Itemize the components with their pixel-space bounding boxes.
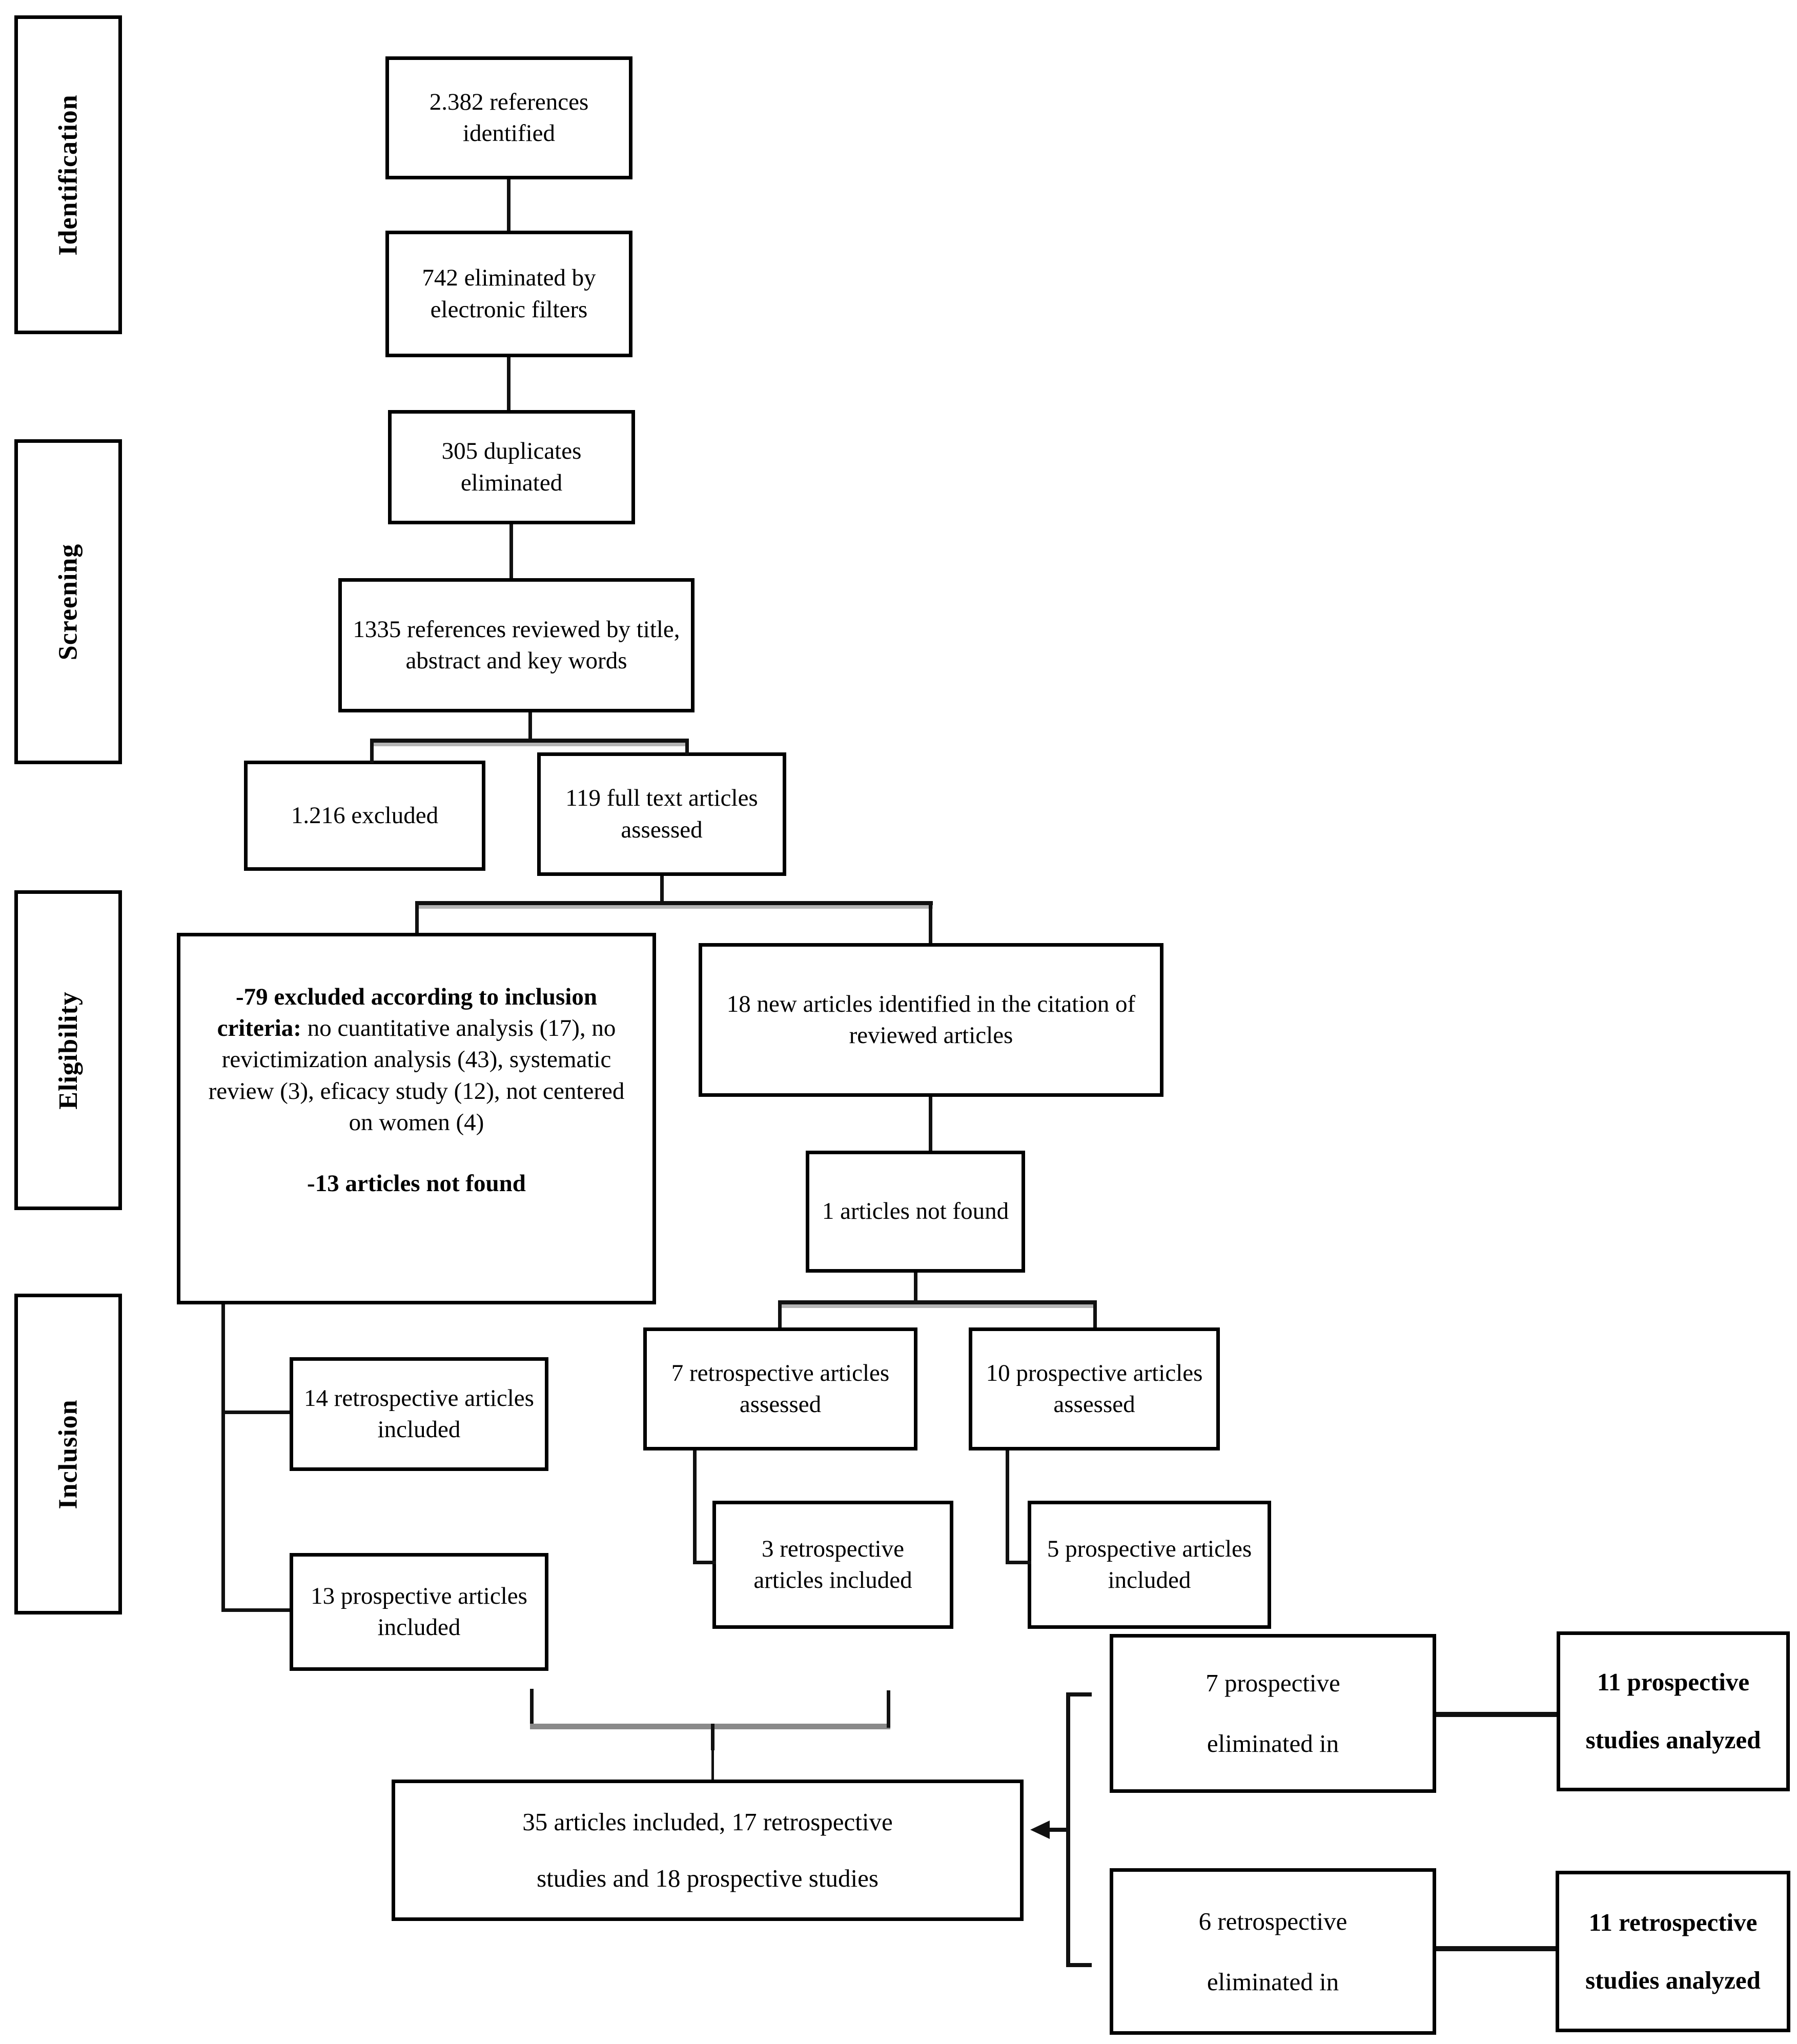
brace-left-tick <box>530 1689 534 1728</box>
prospective-eliminated-line2: eliminated in <box>1207 1729 1339 1757</box>
flow-box-references-reviewed <box>338 578 695 712</box>
connector-split-to-retrospective-assessed <box>778 1300 782 1327</box>
connector-to-13-prospective <box>221 1608 290 1612</box>
connector-fulltext-stem <box>660 876 664 904</box>
connector-not-found-split-bar <box>778 1300 1097 1304</box>
stage-label-screening: Screening <box>53 543 83 660</box>
retrospective-eliminated-line1: 6 retrospective <box>1198 1907 1347 1935</box>
bracket-arrow-shaft <box>1049 1828 1067 1832</box>
connector-duplicates-to-reviewed <box>509 524 513 578</box>
stage-box-inclusion <box>14 1294 122 1614</box>
flow-box-13-prospective-included <box>290 1553 548 1671</box>
connector-split-to-fulltext <box>685 739 689 755</box>
connector-split-to-excluded <box>370 739 374 763</box>
prospective-included-5-text: 5 prospective articles included <box>1047 1535 1252 1593</box>
prospective-assessed-text: 10 prospective articles assessed <box>986 1359 1203 1418</box>
total-included-line1: 35 articles included, 17 retrospective <box>522 1807 893 1836</box>
duplicates-eliminated-text: 305 duplicates eliminated <box>441 438 582 496</box>
retrospective-eliminated-line2: eliminated in <box>1207 1967 1339 1996</box>
connector-reviewed-split-bar <box>370 739 689 743</box>
fulltext-assessed-text: 119 full text articles assessed <box>565 785 758 843</box>
retrospective-analyzed-line1: 11 retrospective <box>1588 1908 1758 1936</box>
stage-label-eligibility: Eligibility <box>53 991 83 1110</box>
connector-reviewed-stem <box>528 712 532 739</box>
total-included-line2: studies and 18 prospective studies <box>537 1864 879 1892</box>
flow-box-retrospective-assessed <box>643 1327 917 1450</box>
flow-box-retrospective-analyzed <box>1556 1871 1790 2032</box>
left-arrow-icon <box>1030 1821 1050 1839</box>
prospective-analyzed-line2: studies analyzed <box>1585 1726 1761 1754</box>
connector-to-14-retrospective <box>221 1411 290 1414</box>
connector-fulltext-split-bar <box>415 901 933 905</box>
exclusion-criteria-paragraph <box>198 982 635 1138</box>
connector-split-to-prospective-assessed <box>1093 1300 1097 1327</box>
connector-to-5-prospective <box>1006 1561 1031 1564</box>
prospective-analyzed-line1: 11 prospective <box>1597 1668 1750 1696</box>
flow-box-prospective-assessed <box>969 1327 1220 1450</box>
stage-label-identification: Identification <box>53 94 83 256</box>
flow-box-5-prospective-included <box>1028 1501 1271 1629</box>
brace-bar <box>530 1724 890 1729</box>
flow-box-excluded <box>244 761 485 871</box>
bracket-bottom-tick <box>1070 1963 1092 1967</box>
exclusion-criteria-detail: no cuantitative analysis (17), no revictimization analysis (43), systematic review (3), eficacy study (12), not centered on women (4) <box>208 1015 625 1136</box>
stage-box-eligibility <box>14 890 122 1210</box>
flow-box-new-articles-citation <box>699 943 1163 1097</box>
flow-box-fulltext-assessed <box>537 752 786 876</box>
flow-box-total-included <box>392 1780 1024 1921</box>
connector-identified-to-filters <box>507 179 510 231</box>
new-articles-citation-text: 18 new articles identified in the citation of reviewed articles <box>726 990 1136 1049</box>
retrospective-included-14-text: 14 retrospective articles included <box>304 1384 534 1443</box>
stage-box-identification <box>14 15 122 334</box>
connector-retrospective-assessed-down <box>693 1450 697 1564</box>
flow-box-exclusion-criteria <box>177 933 656 1304</box>
exclusion-criteria-bold-lead: -79 excluded according to inclusion criteria: <box>217 984 598 1042</box>
connector-new-articles-to-not-found <box>929 1097 932 1151</box>
retrospective-analyzed-line2: studies analyzed <box>1585 1966 1761 1994</box>
connector-prospective-eliminated-to-analyzed <box>1436 1712 1557 1717</box>
eliminated-by-filters-text: 742 eliminated by electronic filters <box>422 264 596 323</box>
retrospective-included-3-text: 3 retrospective articles included <box>753 1535 912 1593</box>
flow-box-duplicates-eliminated <box>388 410 635 524</box>
flow-box-article-not-found <box>806 1151 1025 1273</box>
excluded-text: 1.216 excluded <box>291 802 439 829</box>
brace-drop-to-total <box>711 1748 714 1780</box>
connector-filters-to-duplicates <box>507 357 510 410</box>
flow-box-3-retrospective-included <box>712 1501 953 1629</box>
prospective-eliminated-line1: 7 prospective <box>1206 1669 1340 1698</box>
connector-not-found-stem <box>914 1273 917 1303</box>
bracket-top-tick <box>1070 1692 1092 1696</box>
flow-box-prospective-eliminated <box>1110 1634 1436 1793</box>
flow-box-14-retrospective-included <box>290 1357 548 1471</box>
connector-criteria-down-line <box>221 1304 225 1612</box>
connector-prospective-assessed-down <box>1006 1450 1009 1564</box>
article-not-found-text: 1 articles not found <box>822 1198 1009 1225</box>
brace-center-nub <box>711 1724 714 1750</box>
connector-split-to-criteria <box>415 901 419 933</box>
connector-to-3-retrospective <box>693 1561 716 1564</box>
connector-retrospective-eliminated-to-analyzed <box>1436 1946 1556 1951</box>
stage-box-screening <box>14 439 122 764</box>
articles-not-found-13-text: -13 articles not found <box>307 1170 526 1197</box>
flow-box-eliminated-by-filters <box>385 231 632 357</box>
stage-label-inclusion: Inclusion <box>53 1399 83 1509</box>
references-reviewed-text: 1335 references reviewed by title, abstract and key words <box>353 616 680 674</box>
connector-split-to-new-articles <box>929 901 932 943</box>
flow-box-references-identified <box>385 56 632 179</box>
flow-box-retrospective-eliminated <box>1110 1868 1436 2035</box>
brace-right-tick <box>887 1690 890 1728</box>
retrospective-assessed-text: 7 retrospective articles assessed <box>671 1359 890 1418</box>
flow-box-prospective-analyzed <box>1557 1631 1790 1791</box>
references-identified-text: 2.382 references identified <box>429 88 589 147</box>
prospective-included-13-text: 13 prospective articles included <box>311 1582 527 1641</box>
